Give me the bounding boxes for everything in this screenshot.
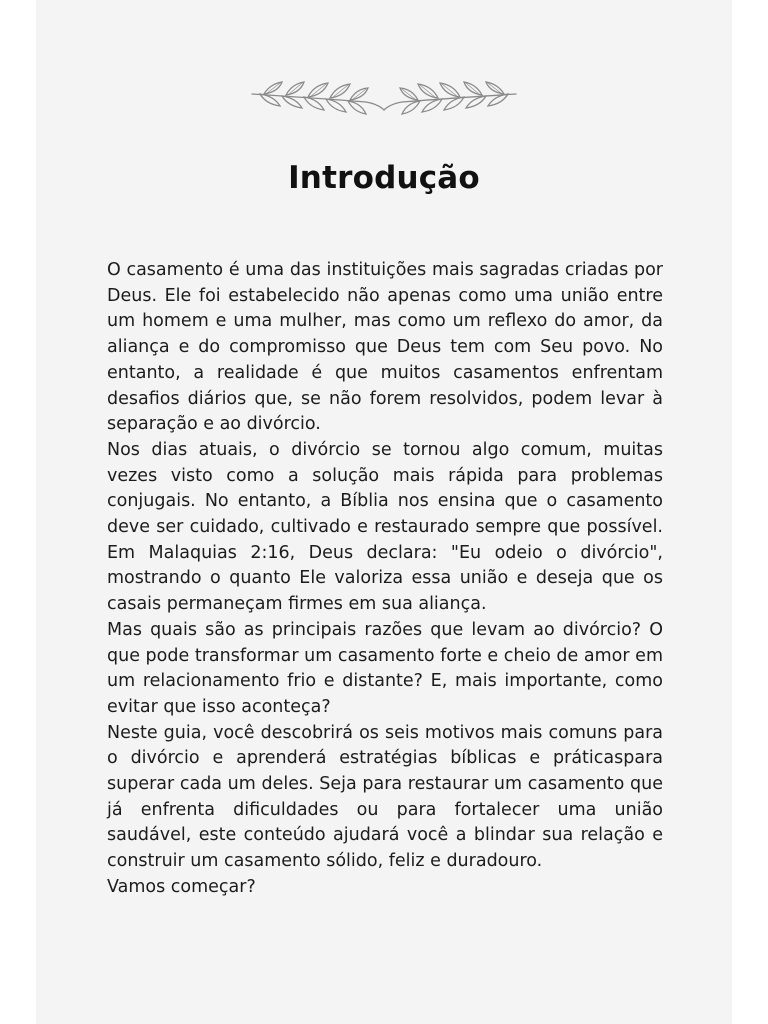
- paragraph: Vamos começar?: [107, 876, 256, 897]
- paragraph: O casamento é uma das instituições mais sagradas criadas por Deus. Ele foi estabelecido não apenas como uma união entre um homem e uma mulher, mas como um reflexo do amor, da aliança e do compromisso que Deus tem com Seu povo. No entanto, a realidade é que muitos casamentos enfrentam desafios diários que, se não forem resolvidos, podem levar à separação e ao divórcio.: [107, 260, 663, 435]
- document-page: [36, 0, 732, 1024]
- page-title: Introdução: [288, 160, 480, 196]
- paragraph: Nos dias atuais, o divórcio se tornou algo comum, muitas vezes visto como a solução mais rápida para problemas conjugais. No entanto, a Bíblia nos ensina que o casamento deve ser cuidado, cultivado e restaurado sempre que possível. Em Malaquias 2:16, Deus declara: "Eu odeio o divórcio", mostrando o quanto Ele valoriza essa união e deseja que os casais permaneçam firmes em sua aliança.: [107, 439, 663, 615]
- paragraph: Neste guia, você descobrirá os seis motivos mais comuns para o divórcio e aprenderá estratégias bíblicas e práticaspara superar cada um deles. Seja para restaurar um casamento que já enfrenta dificuldades ou para fortalecer uma união saudável, este conteúdo ajudará você a blindar sua relação e construir um casamento sólido, feliz e duradouro.: [107, 722, 663, 872]
- body-text: [107, 258, 663, 901]
- paragraph: Mas quais são as principais razões que levam ao divórcio? O que pode transformar um casamento forte e cheio de amor em um relacionamento frio e distante? E, mais importante, como evitar que isso aconteça?: [107, 619, 663, 717]
- laurel-branch-divider-icon: [244, 72, 524, 124]
